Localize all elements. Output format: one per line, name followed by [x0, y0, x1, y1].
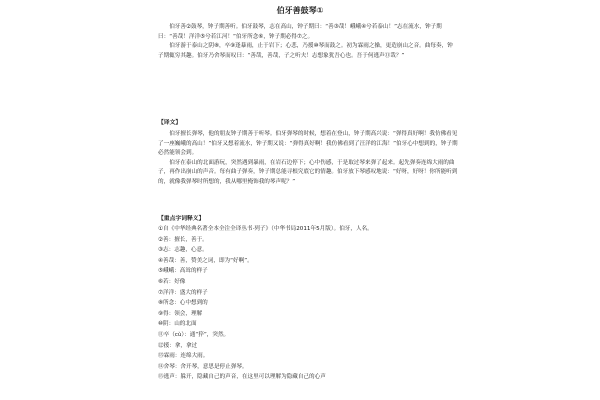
translation-paragraph: 伯牙在泰山的北面游玩，突然遇到暴雨，在岩石边停下；心中伤感，于是取过琴来弹了起来。起先弹奏连绵大雨的曲子，再作出崩山的声音。每有曲子弹奏，钟子期总能寻根究底它的情趣。伯牙放下琴感叹地说：“好呀，好呀！你所能听到的，就像我弹琴时所想的，我从哪里掩饰我的琴声呢？”: [158, 159, 458, 185]
note-item: ⑥若：好像: [158, 278, 186, 285]
note-item: ③志：志趣，心意。: [158, 247, 208, 254]
note-item: ⑭舍琴：舍开琴，意思是停止弹琴。: [158, 363, 248, 370]
translation-paragraph: 伯牙擅长弹琴，他的朋友钟子期善于听琴。伯牙弹琴的时候，想着在登山，钟子期高兴说：“弹得真好啊！我仿佛看见了一座巍峨的高山！”伯牙又想着流水，钟子期又说：“弹得真好啊！我仿佛看到了汪洋的江海！”伯牙心中想到的，钟子期必然能领会到。: [158, 131, 458, 157]
note-item: ⑧所念：心中想到的: [158, 300, 208, 307]
original-paragraph: 伯牙善②鼓琴，钟子期善听。伯牙鼓琴，志在高山，钟子期曰：“善③哉！峨峨④兮若泰山！”志在流水，钟子期曰：“善哉！洋洋⑤兮若江河！”伯牙所念⑥，钟子期必得⑦之。: [158, 24, 442, 40]
note-item: ②善：擅长，善于。: [158, 236, 208, 243]
note-item: ⑫援：拿，拿过: [158, 342, 198, 349]
note-item: ⑬霖雨：连绵大雨。: [158, 353, 209, 360]
note-item: ①自《中华经典名著全本全注全译丛书·列子》（中华书局2011年5月版）。伯牙，人名。: [158, 226, 373, 232]
notes-heading: 【重点字词释义】: [158, 216, 205, 222]
original-text: [158, 23, 458, 61]
note-item: ⑨得：领会，理解: [158, 310, 203, 317]
translation-heading: 【译文】: [158, 120, 182, 126]
notes-list: [158, 224, 458, 383]
translation-text: [158, 130, 458, 188]
note-item: ⑮逃声：躲开，隐藏自己的声音，在这里可以理解为隐藏自己的心声: [158, 374, 326, 381]
note-item: ⑪卒（cù）：通“猝”，突然。: [158, 331, 230, 338]
note-item: ⑤峨峨：高耸的样子: [158, 268, 208, 275]
note-item: ④善哉：善，赞美之词，即为“好啊”。: [158, 257, 253, 264]
original-paragraph: 伯牙游于泰山之阴⑧，卒⑨逢暴雨，止于岩下；心悲，乃援⑩琴而鼓之。初为霖雨之操，更造崩山之音。曲每奏，钟子期辄穷其趣。伯牙乃舍琴而叹曰：“善哉，善哉，子之听夫！志想象犹吾心也。吾于何逃声⑪哉？”: [158, 43, 453, 59]
note-item: ⑦洋洋：盛大的样子: [158, 289, 208, 296]
note-item: ⑩阴：山的北面: [158, 321, 197, 328]
document-title: 伯牙善鼓琴①: [276, 6, 324, 15]
